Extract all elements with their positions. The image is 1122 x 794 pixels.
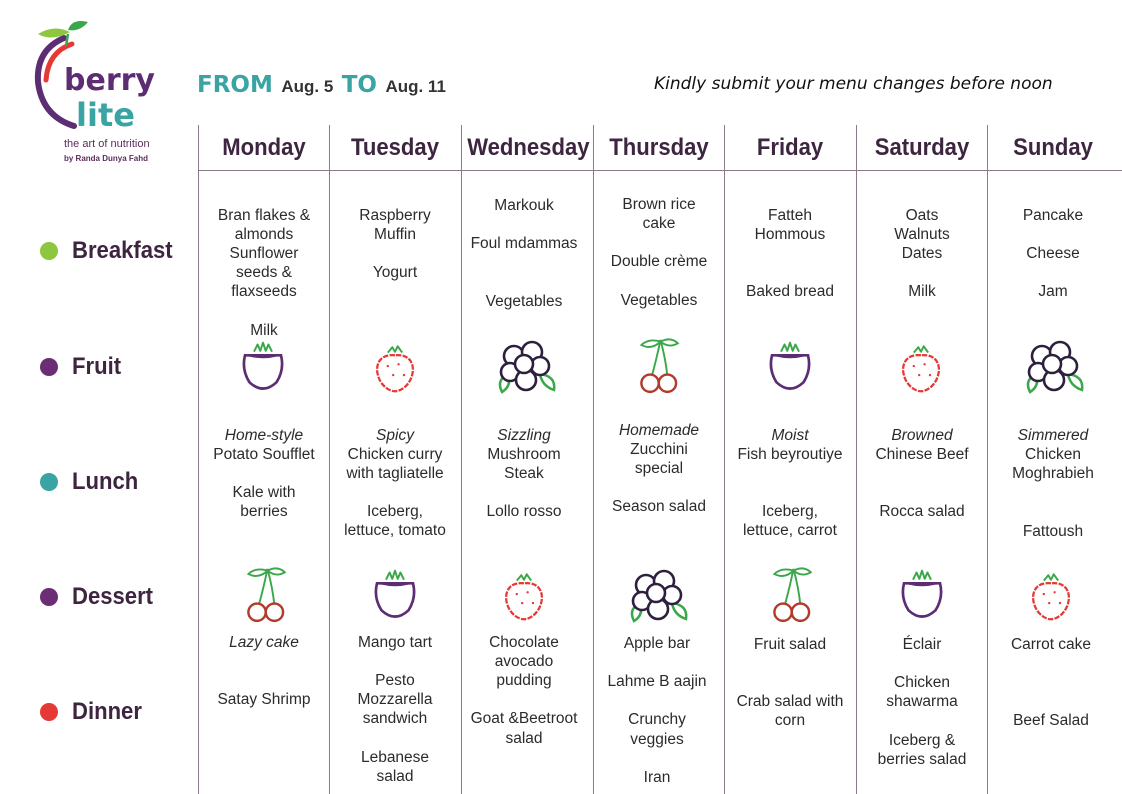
- menu-item: Iran: [643, 769, 671, 786]
- menu-item: lettuce, carrot: [743, 522, 837, 539]
- menu-item: Season salad: [612, 498, 706, 515]
- teal-dot-icon: [40, 473, 58, 491]
- menu-item: Yogurt: [372, 264, 418, 281]
- day-header-tuesday: Tuesday: [351, 134, 439, 161]
- dessert-item: Carrot cake: [1010, 636, 1092, 653]
- plum-icon: [763, 338, 817, 396]
- purple-dot-icon: [40, 588, 58, 606]
- menu-item: Goat &Beetroot: [470, 710, 578, 727]
- dessert-item: Apple bar: [623, 635, 691, 652]
- menu-item: Bran flakes &: [217, 207, 311, 224]
- menu-item: seeds &: [235, 264, 292, 281]
- from-date: Aug. 5: [281, 77, 334, 96]
- menu-item: Beef Salad: [1013, 712, 1089, 729]
- date-range: [197, 72, 450, 98]
- menu-item: Lebanese: [360, 749, 430, 766]
- red-dot-icon: [40, 703, 58, 721]
- dessert-item: avocado: [494, 653, 554, 670]
- meal-label-fruit: Fruit: [40, 352, 125, 382]
- logo-word-berry: berry: [64, 63, 155, 98]
- menu-item: Iceberg,: [761, 503, 818, 520]
- menu-item: Mozzarella: [357, 691, 433, 708]
- menu-item: Iceberg,: [366, 503, 423, 520]
- menu-item: Satay Shrimp: [217, 691, 311, 708]
- menu-item: Chicken curry: [347, 446, 443, 463]
- menu-item: Iceberg &: [888, 732, 956, 749]
- menu-item: Raspberry: [359, 207, 431, 224]
- menu-item: Chinese Beef: [875, 446, 969, 463]
- logo-byline: by Randa Dunya Fahd: [64, 154, 149, 163]
- logo-tagline: the art of nutrition: [64, 138, 150, 150]
- menu-item: Walnuts: [894, 226, 950, 243]
- menu-item: berries salad: [877, 751, 967, 768]
- menu-item: Potato Soufflet: [213, 446, 315, 463]
- menu-item: corn: [774, 712, 806, 729]
- submission-notice: Kindly submit your menu changes before noon: [654, 74, 1053, 94]
- meal-label-lunch: Lunch: [40, 467, 144, 497]
- cherry-icon: [764, 561, 816, 627]
- menu-item: Vegetables: [620, 292, 698, 309]
- meal-label-dinner: Dinner: [40, 697, 148, 727]
- raspberry-icon: [894, 338, 948, 396]
- menu-item: Dates: [901, 245, 943, 262]
- lunch-style: Homemade: [618, 422, 700, 439]
- raspberry-icon: [1024, 566, 1078, 624]
- menu-item: Zucchini: [630, 441, 688, 458]
- menu-item: Lahme B aajin: [607, 673, 707, 690]
- to-date: Aug. 11: [385, 77, 446, 96]
- day-header-wednesday: Wednesday: [467, 134, 590, 161]
- menu-item: Brown rice: [622, 196, 696, 213]
- blueberry-icon: [1022, 334, 1086, 398]
- brand-logo: [28, 20, 168, 170]
- menu-item: Crunchy: [628, 711, 686, 728]
- cherry-icon: [631, 332, 683, 398]
- menu-item: almonds: [234, 226, 294, 243]
- menu-item: Lollo rosso: [486, 503, 562, 520]
- blueberry-icon: [626, 563, 690, 627]
- menu-item: Pesto: [375, 672, 415, 689]
- menu-item: Foul mdammas: [470, 235, 578, 252]
- raspberry-icon: [368, 338, 422, 396]
- menu-item: Markouk: [494, 197, 554, 214]
- lunch-style: Home-style: [224, 427, 304, 444]
- lunch-style: Moist: [771, 427, 809, 444]
- lunch-style: Simmered: [1017, 427, 1089, 444]
- menu-item: Pancake: [1022, 207, 1084, 224]
- menu-item: Kale with: [232, 484, 296, 501]
- menu-item: flaxseeds: [231, 283, 297, 300]
- dessert-item: Éclair: [902, 636, 942, 653]
- meal-label-dessert: Dessert: [40, 582, 160, 612]
- menu-item: Vegetables: [485, 293, 563, 310]
- menu-item: special: [634, 460, 684, 477]
- menu-item: veggies: [630, 731, 684, 748]
- lunch-style: Sizzling: [497, 427, 551, 444]
- dessert-item: Chocolate: [489, 634, 559, 651]
- menu-item: Steak: [504, 465, 544, 482]
- from-label: FROM: [197, 72, 273, 98]
- menu-item: Chicken: [1025, 446, 1081, 463]
- menu-item: cake: [642, 215, 676, 232]
- berry-logo-icon: [28, 20, 168, 138]
- raspberry-icon: [497, 566, 551, 624]
- day-header-thursday: Thursday: [609, 134, 709, 161]
- menu-item: Cheese: [1026, 245, 1080, 262]
- menu-item: Double crème: [610, 253, 708, 270]
- green-dot-icon: [40, 242, 58, 260]
- menu-item: Muffin: [374, 226, 416, 243]
- day-header-monday: Monday: [222, 134, 306, 161]
- menu-item: salad: [505, 730, 543, 747]
- menu-item: Milk: [908, 283, 936, 300]
- menu-item: Moghrabieh: [1012, 465, 1094, 482]
- day-header-saturday: Saturday: [874, 134, 970, 161]
- lunch-style: Spicy: [376, 427, 414, 444]
- menu-item: sandwich: [362, 710, 428, 727]
- meal-label-breakfast: Breakfast: [40, 236, 181, 266]
- header-divider: [198, 170, 1122, 171]
- purple-dot-icon: [40, 358, 58, 376]
- menu-item: Hommous: [754, 226, 826, 243]
- menu-item: Sunflower: [229, 245, 299, 262]
- menu-item: berries: [240, 503, 288, 520]
- menu-item: Fattoush: [1022, 523, 1084, 540]
- menu-item: salad: [376, 768, 414, 785]
- menu-item: Crab salad with: [736, 693, 844, 710]
- day-header-friday: Friday: [756, 134, 824, 161]
- menu-item: Mushroom: [487, 446, 561, 463]
- menu-item: lettuce, tomato: [344, 522, 446, 539]
- plum-icon: [895, 566, 949, 624]
- menu-item: Fatteh: [768, 207, 812, 224]
- menu-item: Chicken: [894, 674, 950, 691]
- menu-item: Oats: [905, 207, 939, 224]
- blueberry-icon: [494, 334, 558, 398]
- to-label: TO: [341, 72, 377, 98]
- menu-item: Fish beyroutiye: [737, 446, 843, 463]
- plum-icon: [236, 338, 290, 396]
- dessert-item: Fruit salad: [753, 636, 827, 653]
- lunch-style: Browned: [891, 427, 953, 444]
- menu-item: Baked bread: [746, 283, 834, 300]
- menu-item: Rocca salad: [879, 503, 965, 520]
- menu-item: with tagliatelle: [346, 465, 444, 482]
- plum-icon: [368, 566, 422, 624]
- logo-word-lite: lite: [76, 96, 135, 134]
- dessert-item: Lazy cake: [229, 634, 299, 651]
- cherry-icon: [238, 561, 290, 627]
- day-header-sunday: Sunday: [1013, 134, 1093, 161]
- menu-item: shawarma: [886, 693, 958, 710]
- menu-item: Jam: [1038, 283, 1068, 300]
- dessert-item: Mango tart: [357, 634, 433, 651]
- menu-item: Milk: [250, 322, 278, 339]
- dessert-item: pudding: [496, 672, 552, 689]
